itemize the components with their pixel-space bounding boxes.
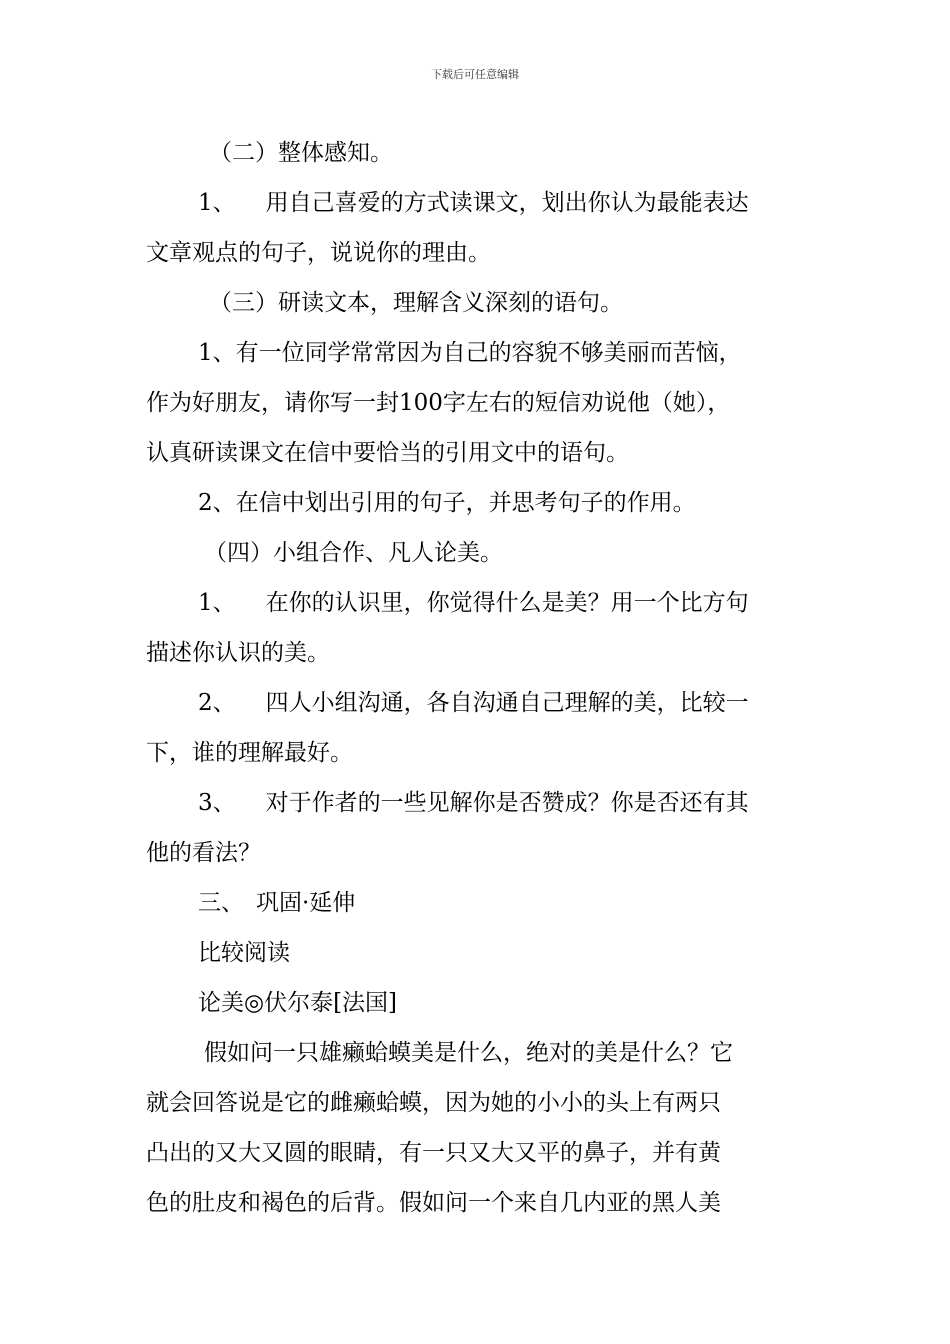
paragraph-line: 假如问一只雄癞蛤蟆美是什么，绝对的美是什么？它	[204, 1040, 733, 1066]
article-title: 论美◎伏尔泰[法国]	[198, 990, 398, 1016]
list-text: 巩固·延伸	[256, 890, 356, 916]
list-item	[146, 678, 808, 728]
section-heading-group-work: （四）小组合作、凡人论美。	[204, 540, 503, 566]
subheading-comparative-reading: 比较阅读	[198, 940, 290, 966]
paragraph-line: 认真研读课文在信中要恰当的引用文中的语句。	[146, 440, 629, 466]
list-number: 三、	[198, 890, 244, 916]
paragraph-line: 作为好朋友，请你写一封100字左右的短信劝说他（她），	[146, 390, 731, 416]
section-heading-overall-perception: （二）整体感知。	[209, 140, 393, 166]
paragraph-line: 2、在信中划出引用的句子，并思考句子的作用。	[198, 490, 696, 516]
paragraph-line: 他的看法？	[146, 840, 261, 866]
list-text: 在你的认识里，你觉得什么是美？用一个比方句	[265, 590, 749, 616]
paragraph-line: 下，谁的理解最好。	[146, 740, 353, 766]
paragraph-line: 文章观点的句子，说说你的理由。	[146, 240, 491, 266]
paragraph-line: 色的肚皮和褐色的后背。假如问一个来自几内亚的黑人美	[146, 1190, 721, 1216]
list-item	[146, 178, 808, 228]
list-text: 用自己喜爱的方式读课文，划出你认为最能表达	[265, 190, 749, 216]
paragraph-line: 凸出的又大又圆的眼睛，有一只又大又平的鼻子，并有黄	[146, 1140, 721, 1166]
list-number: 2、	[198, 690, 236, 716]
page-header: 下载后可任意编辑	[431, 68, 519, 81]
list-text: 对于作者的一些见解你是否赞成？你是否还有其	[265, 790, 749, 816]
list-item	[146, 578, 808, 628]
document-body	[146, 128, 808, 1228]
section-heading-consolidate	[146, 878, 808, 928]
list-text: 四人小组沟通，各自沟通自己理解的美，比较一	[265, 690, 749, 716]
list-number: 3、	[198, 790, 236, 816]
list-item	[146, 778, 808, 828]
list-number: 1、	[198, 190, 236, 216]
paragraph-line: 1、有一位同学常常因为自己的容貌不够美丽而苦恼，	[198, 340, 742, 366]
paragraph-line: 就会回答说是它的雌癞蛤蟆，因为她的小小的头上有两只	[146, 1090, 721, 1116]
list-number: 1、	[198, 590, 236, 616]
paragraph-line: 描述你认识的美。	[146, 640, 330, 666]
section-heading-text-study: （三）研读文本，理解含义深刻的语句。	[209, 290, 623, 316]
